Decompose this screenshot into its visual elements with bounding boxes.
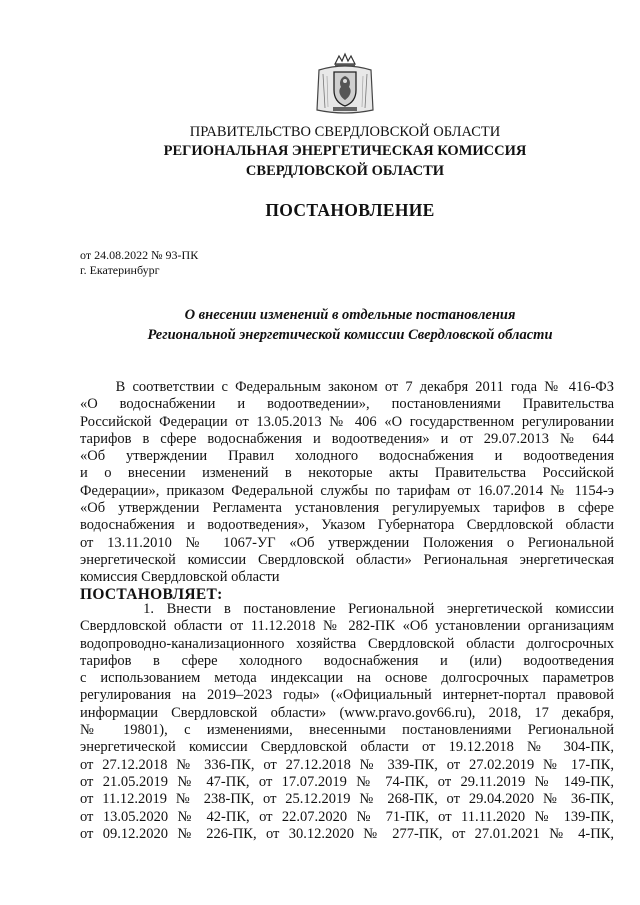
text-line: комиссия Свердловской области bbox=[80, 569, 280, 586]
commission-name: РЕГИОНАЛЬНАЯ ЭНЕРГЕТИЧЕСКАЯ КОМИССИЯ bbox=[163, 143, 527, 159]
subject-line: О внесении изменений в отдельные постановления bbox=[184, 307, 516, 323]
text-line: тарифов в сфере водоснабжения и водоотведения» и от 29.07.2013 № 644 bbox=[80, 430, 614, 447]
text-line: 1. Внести в постановление Региональной энергетической комиссии bbox=[80, 601, 614, 617]
document-city: г. Екатеринбург bbox=[80, 263, 160, 277]
region-name: СВЕРДЛОВСКОЙ ОБЛАСТИ bbox=[245, 163, 445, 179]
text-line: от 13.11.2010 № 1067-УГ «Об утверждении Положения о Региональной bbox=[80, 534, 614, 551]
decree-heading: ПОСТАНОВЛЯЕТ: bbox=[80, 586, 223, 603]
coat-of-arms-emblem bbox=[313, 50, 377, 116]
clause-1-paragraph bbox=[80, 601, 614, 843]
text-line: «О водоснабжении и водоотведении», постановлениями Правительства bbox=[80, 396, 614, 413]
text-line: тарифов в сфере холодного водоснабжения и (или) водоотведения bbox=[80, 652, 614, 669]
document-title: ПОСТАНОВЛЕНИЕ bbox=[265, 200, 435, 220]
text-line: и о внесении изменений в некоторые акты Правительства Российской bbox=[80, 465, 614, 482]
text-line: Свердловской области от 11.12.2018 № 282-ПК «Об установлении организациям bbox=[80, 618, 614, 635]
document-subject bbox=[80, 305, 620, 345]
text-line: Российской Федерации от 13.05.2013 № 406 «О государственном регулировании bbox=[80, 413, 614, 430]
government-name: ПРАВИТЕЛЬСТВО СВЕРДЛОВСКОЙ ОБЛАСТИ bbox=[189, 124, 501, 140]
subject-line: Региональной энергетической комиссии Свердловской области bbox=[147, 327, 553, 343]
text-line: «Об утверждении Регламента установления регулируемых тарифов в сфере bbox=[80, 500, 614, 517]
text-line: от 27.12.2018 № 336-ПК, от 27.12.2018 № 339-ПК, от 27.02.2019 № 17-ПК, bbox=[80, 756, 614, 773]
text-line: от 11.12.2019 № 238-ПК, от 25.12.2019 № 268-ПК, от 29.04.2020 № 36-ПК, bbox=[80, 791, 614, 808]
text-line: регулирования на 2019–2023 годы» («Официальный интернет-портал правовой bbox=[80, 687, 614, 704]
text-line: от 13.05.2020 № 42-ПК, от 22.07.2020 № 71-ПК, от 11.11.2020 № 139-ПК, bbox=[80, 808, 614, 825]
text-line: № 19801), с изменениями, внесенными постановлениями Региональной bbox=[80, 722, 614, 739]
text-line: водопроводно-канализационного хозяйства Свердловской области долгосрочных bbox=[80, 635, 614, 652]
text-line: от 09.12.2020 № 226-ПК, от 30.12.2020 № 277-ПК, от 27.01.2021 № 4-ПК, bbox=[80, 825, 614, 842]
preamble-paragraph bbox=[80, 379, 614, 587]
text-line: информации Свердловской области» (www.pravo.gov66.ru), 2018, 17 декабря, bbox=[80, 704, 614, 721]
text-line: с использованием метода индексации на основе долгосрочных параметров bbox=[80, 670, 614, 687]
text-line: «Об утверждении Правил холодного водоснабжения и водоотведения bbox=[80, 448, 614, 465]
document-date-number: от 24.08.2022 № 93-ПК bbox=[80, 248, 199, 262]
text-line: энергетической комиссии Свердловской области» Региональная энергетическая bbox=[80, 551, 614, 568]
text-line: от 21.05.2019 № 47-ПК, от 17.07.2019 № 74-ПК, от 29.11.2019 № 149-ПК, bbox=[80, 773, 614, 790]
text-line: Федерации», приказом Федеральной службы по тарифам от 16.07.2014 № 1154-э bbox=[80, 482, 614, 499]
text-line: В соответствии с Федеральным законом от 7 декабря 2011 года № 416-ФЗ bbox=[80, 379, 614, 395]
text-line: водоснабжения и водоотведения», Указом Губернатора Свердловской области bbox=[80, 517, 614, 534]
text-line: энергетической комиссии Свердловской области от 19.12.2018 № 304-ПК, bbox=[80, 739, 614, 756]
